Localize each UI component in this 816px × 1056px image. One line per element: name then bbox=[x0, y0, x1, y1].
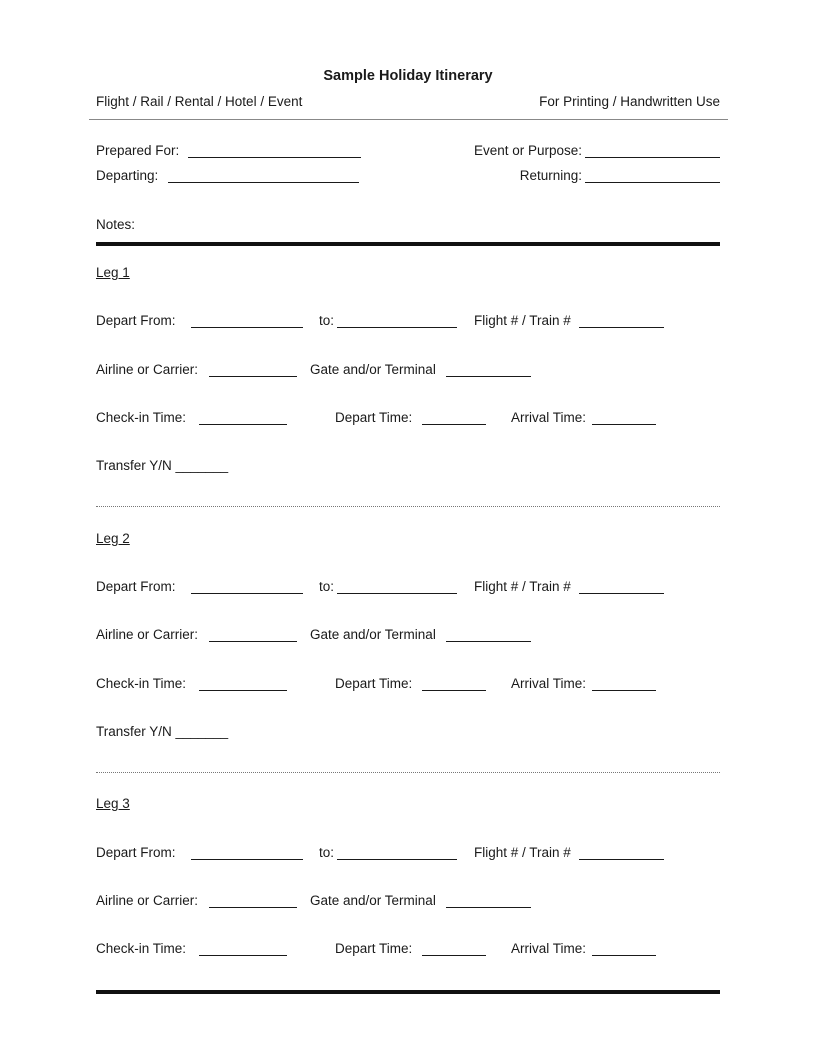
flight-train-field[interactable] bbox=[579, 859, 664, 860]
gate-label: Gate and/or Terminal bbox=[310, 627, 436, 642]
leg-title: Leg 2 bbox=[96, 531, 130, 546]
to-label: to: bbox=[319, 579, 335, 594]
leg-separator bbox=[96, 772, 720, 773]
checkin-field[interactable] bbox=[199, 955, 287, 956]
flight-train-label: Flight # / Train # bbox=[474, 579, 571, 594]
event-purpose-field[interactable] bbox=[585, 157, 720, 158]
returning-label: Returning: bbox=[519, 168, 582, 183]
to-field[interactable] bbox=[337, 327, 457, 328]
airline-field[interactable] bbox=[209, 907, 297, 908]
depart-time-field[interactable] bbox=[422, 955, 486, 956]
leg-title: Leg 3 bbox=[96, 796, 130, 811]
depart-from-field[interactable] bbox=[191, 859, 303, 860]
prepared-for-label: Prepared For: bbox=[96, 143, 180, 158]
gate-label: Gate and/or Terminal bbox=[310, 362, 436, 377]
depart-time-label: Depart Time: bbox=[335, 941, 413, 956]
checkin-field[interactable] bbox=[199, 690, 287, 691]
gate-field[interactable] bbox=[446, 907, 531, 908]
page-title: Sample Holiday Itinerary bbox=[323, 68, 493, 84]
arrival-time-label: Arrival Time: bbox=[511, 410, 587, 425]
arrival-time-label: Arrival Time: bbox=[511, 676, 587, 691]
depart-time-label: Depart Time: bbox=[335, 676, 413, 691]
flight-train-field[interactable] bbox=[579, 593, 664, 594]
footer-divider bbox=[96, 990, 720, 994]
transfer-label[interactable]: Transfer Y/N _______ bbox=[96, 724, 229, 739]
airline-field[interactable] bbox=[209, 376, 297, 377]
arrival-time-field[interactable] bbox=[592, 955, 656, 956]
flight-train-label: Flight # / Train # bbox=[474, 845, 571, 860]
checkin-label: Check-in Time: bbox=[96, 676, 187, 691]
event-purpose-label: Event or Purpose: bbox=[473, 143, 582, 158]
depart-time-field[interactable] bbox=[422, 690, 486, 691]
depart-from-label: Depart From: bbox=[96, 313, 176, 328]
notes-divider bbox=[96, 242, 720, 246]
arrival-time-field[interactable] bbox=[592, 690, 656, 691]
to-field[interactable] bbox=[337, 593, 457, 594]
leg-separator bbox=[96, 506, 720, 507]
depart-from-field[interactable] bbox=[191, 327, 303, 328]
returning-field[interactable] bbox=[585, 182, 720, 183]
to-field[interactable] bbox=[337, 859, 457, 860]
airline-label: Airline or Carrier: bbox=[96, 893, 199, 908]
checkin-label: Check-in Time: bbox=[96, 410, 187, 425]
notes-label: Notes: bbox=[96, 217, 136, 232]
gate-label: Gate and/or Terminal bbox=[310, 893, 436, 908]
airline-label: Airline or Carrier: bbox=[96, 362, 199, 377]
departing-label: Departing: bbox=[96, 168, 159, 183]
depart-time-field[interactable] bbox=[422, 424, 486, 425]
depart-from-label: Depart From: bbox=[96, 579, 176, 594]
airline-label: Airline or Carrier: bbox=[96, 627, 199, 642]
leg-title: Leg 1 bbox=[96, 265, 130, 280]
prepared-for-field[interactable] bbox=[188, 157, 361, 158]
depart-from-field[interactable] bbox=[191, 593, 303, 594]
depart-from-label: Depart From: bbox=[96, 845, 176, 860]
checkin-label: Check-in Time: bbox=[96, 941, 187, 956]
flight-train-label: Flight # / Train # bbox=[474, 313, 571, 328]
to-label: to: bbox=[319, 313, 335, 328]
subtitle-left: Flight / Rail / Rental / Hotel / Event bbox=[96, 94, 303, 109]
depart-time-label: Depart Time: bbox=[335, 410, 413, 425]
airline-field[interactable] bbox=[209, 641, 297, 642]
header-divider bbox=[89, 119, 728, 120]
to-label: to: bbox=[319, 845, 335, 860]
transfer-label[interactable]: Transfer Y/N _______ bbox=[96, 458, 229, 473]
arrival-time-field[interactable] bbox=[592, 424, 656, 425]
gate-field[interactable] bbox=[446, 376, 531, 377]
gate-field[interactable] bbox=[446, 641, 531, 642]
departing-field[interactable] bbox=[168, 182, 359, 183]
arrival-time-label: Arrival Time: bbox=[511, 941, 587, 956]
checkin-field[interactable] bbox=[199, 424, 287, 425]
subtitle-right: For Printing / Handwritten Use bbox=[539, 94, 720, 109]
flight-train-field[interactable] bbox=[579, 327, 664, 328]
